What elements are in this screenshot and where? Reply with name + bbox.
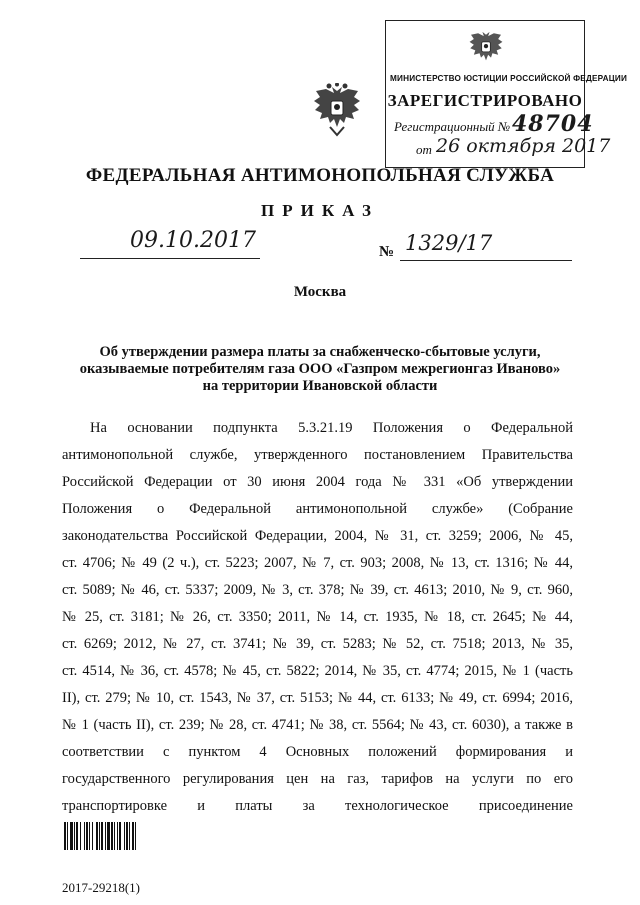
body-line: II), ст. 279; № 10, ст. 1543, № 37, ст. 5153; № 44, ст. 6133; № 49, ст. 6994; 2016, — [62, 690, 573, 706]
agency-name: ФЕДЕРАЛЬНАЯ АНТИМОНОПОЛЬНАЯ СЛУЖБА — [85, 165, 555, 186]
stamp-date-label: от — [416, 142, 432, 157]
order-number: 1329/17 — [405, 231, 493, 255]
coat-of-arms-emblem — [312, 83, 362, 139]
body-line: законодательства Российской Федерации, 2004, № 31, ст. 3259; 2006, № 45, — [62, 528, 573, 544]
body-line: ст. 4706; № 49 (2 ч.), ст. 5223; 2007, № 7, ст. 903; 2008, № 13, ст. 1316; № 44, — [62, 555, 573, 571]
registration-stamp — [385, 20, 628, 168]
stamp-date-value: 26 октября 2017 — [436, 135, 611, 157]
stamp-regno-label: Регистрационный № — [394, 119, 511, 134]
stamp-regno-value: 48704 — [512, 111, 594, 137]
body-line: соответствии с пунктом 4 Основных положений формирования и — [62, 744, 573, 760]
stamp-emblem — [468, 29, 504, 69]
document-type: ПРИКАЗ — [261, 201, 379, 220]
number-label: № — [379, 244, 395, 260]
body-line: Российской Федерации от 30 июня 2004 года № 331 «Об утверждении — [62, 474, 573, 490]
body-line: № 1 (часть II), ст. 239; № 28, ст. 4741; № 38, ст. 5564; № 43, ст. 6030), а также в — [62, 717, 573, 733]
order-title — [60, 344, 580, 395]
title-line: на территории Ивановской области — [202, 378, 438, 394]
body-line: ст. 4514, № 36, ст. 4578; № 45, ст. 5822; 2014, № 35, ст. 4774; 2015, № 1 (часть — [62, 663, 573, 679]
body-line: На основании подпункта 5.3.21.19 Положения о Федеральной — [90, 420, 573, 436]
stamp-registered: ЗАРЕГИСТРИРОВАНО — [387, 91, 583, 110]
body-line: государственного регулирования цен на газ, тарифов на услуги по его — [62, 771, 573, 787]
stamp-ministry: МИНИСТЕРСТВО ЮСТИЦИИ РОССИЙСКОЙ ФЕДЕРАЦИИ — [390, 74, 628, 83]
city: Москва — [293, 284, 347, 300]
body-line: ст. 6269; 2012, № 27, ст. 3741; № 39, ст. 5283; № 52, ст. 7518; 2013, № 35, — [62, 636, 573, 652]
body-line: антимонопольной службе, утвержденного постановлением Правительства — [62, 447, 573, 463]
body-line: транспортировке и платы за технологическое присоединение — [62, 798, 573, 814]
body-line: ст. 5089; № 46, ст. 5337; 2009, № 3, ст. 378; № 39, ст. 4613; 2010, № 9, ст. 960, — [62, 582, 573, 598]
title-line: оказываемые потребителям газа ООО «Газпром межрегионгаз Иваново» — [79, 361, 561, 377]
number-underline — [400, 260, 572, 261]
barcode — [64, 822, 196, 850]
order-date: 09.10.2017 — [130, 228, 256, 253]
body-line: № 25, ст. 3181; № 26, ст. 3350; 2011, № 14, ст. 1935, № 18, ст. 2645; № 44, — [62, 609, 573, 625]
title-line: Об утверждении размера платы за снабженческо-сбытовые услуги, — [99, 344, 541, 360]
date-underline — [80, 258, 260, 259]
body-line: Положения о Федеральной антимонопольной службе» (Собрание — [62, 501, 573, 517]
document-code: 2017-29218(1) — [62, 880, 140, 895]
